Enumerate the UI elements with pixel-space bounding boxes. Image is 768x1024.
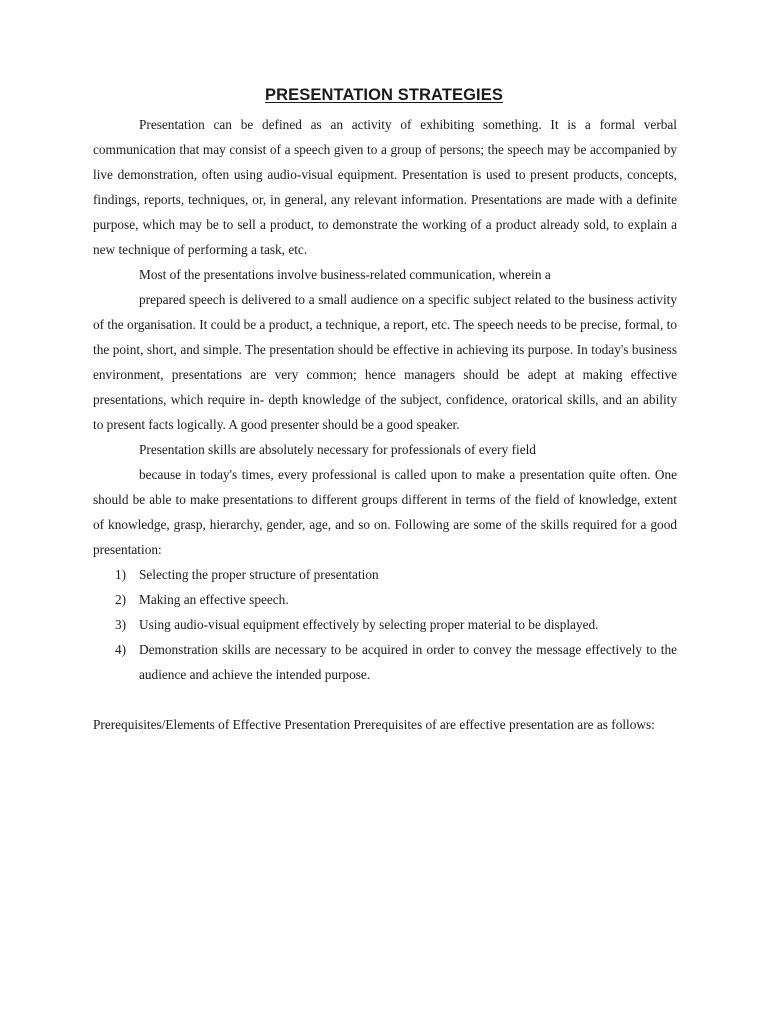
skills-list xyxy=(93,562,677,687)
list-number: 2) xyxy=(115,592,127,607)
document-body xyxy=(93,112,677,737)
list-item xyxy=(93,612,677,637)
list-text: Making an effective speech. xyxy=(139,592,289,607)
list-number: 1) xyxy=(115,567,127,582)
list-item xyxy=(93,562,677,587)
list-text: Selecting the proper structure of presentation xyxy=(139,567,379,582)
list-number: 3) xyxy=(115,617,127,632)
list-number: 4) xyxy=(115,642,127,657)
paragraph-business-lead: Most of the presentations involve business-related communication, wherein a xyxy=(139,267,551,282)
list-item xyxy=(93,587,677,612)
paragraph-business-body: prepared speech is delivered to a small audience on a specific subject related to the business activity of the organisation. It could be a product, a technique, a report, etc. The speech needs to be precise, formal, to the point, short, and simple. The presentation should be effective in achieving its purpose. In today's business environment, presentations are very common; hence managers should be adept at making effective presentations, which require in- depth knowledge of the subject, confidence, oratorical skills, and an ability to present facts logically. A good presenter should be a good speaker. xyxy=(93,292,677,432)
paragraph-skills-body: because in today's times, every professional is called upon to make a presentation quite often. One should be able to make presentations to different groups different in terms of the field of knowledge, extent of knowledge, grasp, hierarchy, gender, age, and so on. Following are some of the skills required for a good presentation: xyxy=(93,467,677,557)
list-item xyxy=(93,637,677,687)
paragraph-spacer xyxy=(93,687,677,712)
paragraph-skills-lead: Presentation skills are absolutely necessary for professionals of every field xyxy=(139,442,536,457)
list-text: Demonstration skills are necessary to be acquired in order to convey the message effectively to the audience and achieve the intended purpose. xyxy=(139,642,677,682)
document-title: PRESENTATION STRATEGIES xyxy=(265,86,503,104)
list-text: Using audio-visual equipment effectively by selecting proper material to be displayed. xyxy=(139,617,599,632)
paragraph-prerequisites: Prerequisites/Elements of Effective Presentation Prerequisites of are effective presentation are as follows: xyxy=(93,717,655,732)
paragraph-definition: Presentation can be defined as an activity of exhibiting something. It is a formal verbal communication that may consist of a speech given to a group of persons; the speech may be accompanied by live demonstration, often using audio-visual equipment. Presentation is used to present products, concepts, findings, reports, techniques, or, in general, any relevant information. Presentations are made with a definite purpose, which may be to sell a product, to demonstrate the working of a product already sold, to explain a new technique of performing a task, etc. xyxy=(93,117,677,257)
